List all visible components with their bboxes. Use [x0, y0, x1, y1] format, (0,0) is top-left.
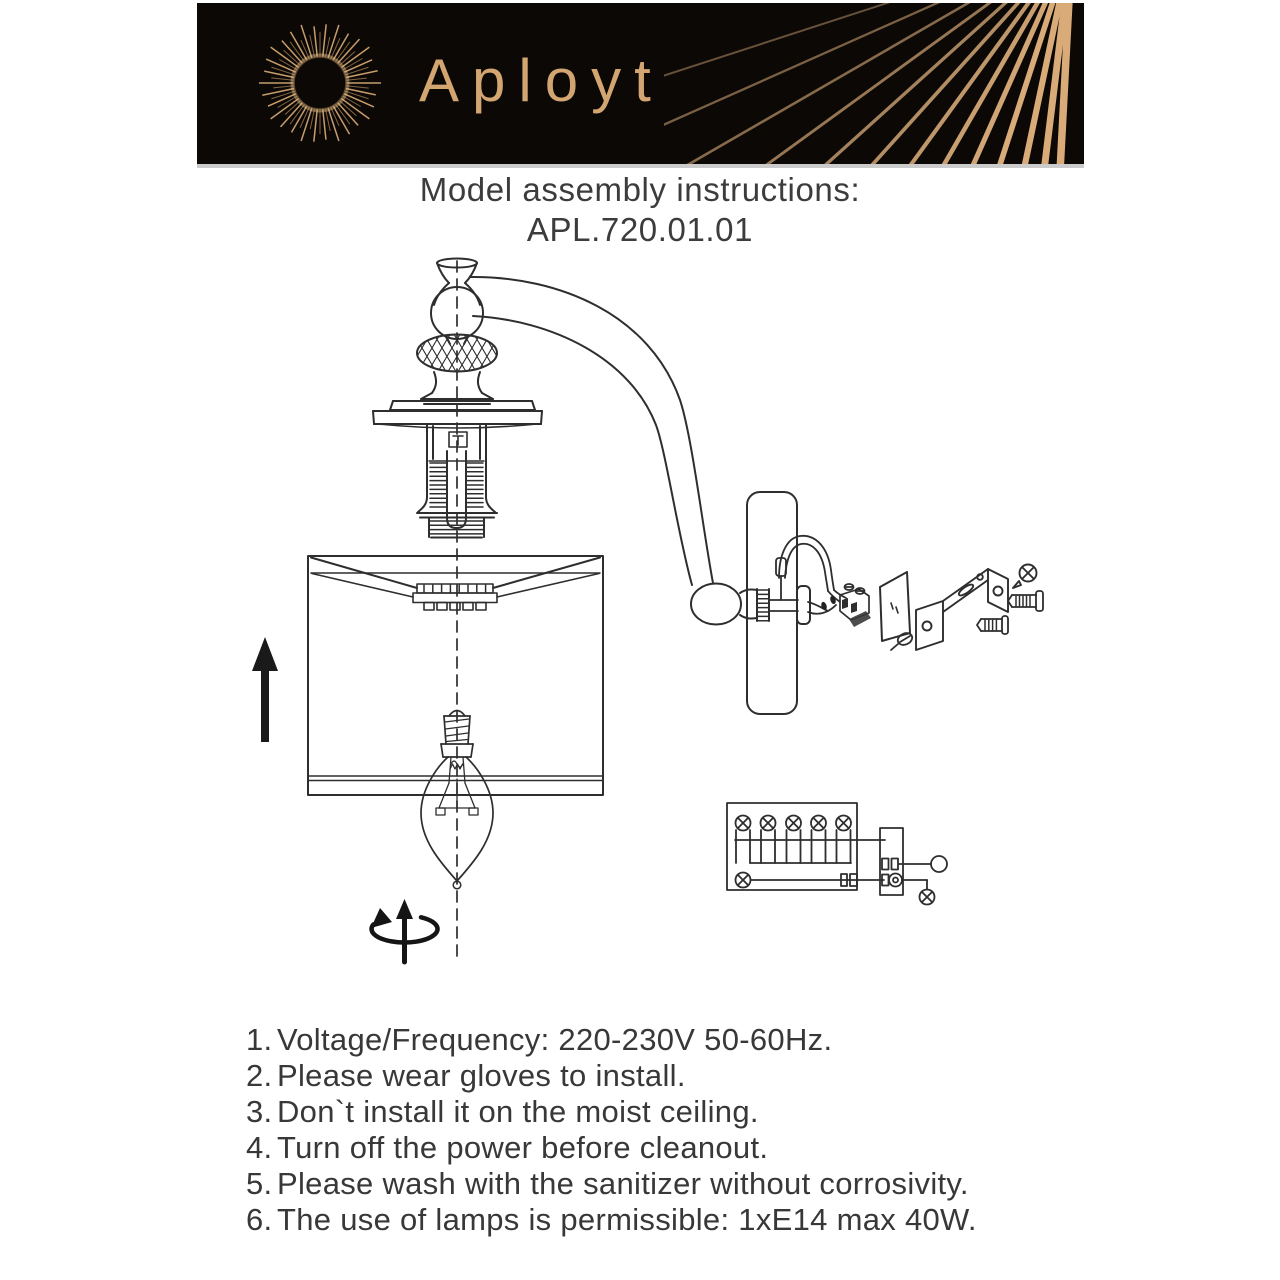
shade-spider-hub [413, 584, 497, 610]
back-plate [880, 572, 910, 641]
title-line-1: Model assembly instructions: [419, 171, 861, 208]
list-item [246, 1022, 1056, 1058]
brand-banner [197, 3, 1084, 164]
list-item [246, 1130, 1056, 1166]
list-item [246, 1094, 1056, 1130]
list-item-number: 5. [246, 1166, 273, 1201]
screw-1 [1008, 591, 1043, 611]
sunburst-logo-icon [245, 5, 395, 161]
assembly-diagram [240, 252, 1060, 972]
screw-head [1013, 565, 1037, 589]
corner-rays-decoration [664, 3, 1084, 164]
rotate-axis-icon [371, 899, 438, 962]
list-item-number: 2. [246, 1058, 273, 1093]
brand-logo-text: Aployt [419, 47, 664, 114]
page-title [0, 170, 1280, 250]
list-item [246, 1166, 1056, 1202]
thread-hatching [424, 463, 1030, 630]
list-item-number: 1. [246, 1022, 273, 1057]
up-arrow-icon [252, 637, 278, 742]
list-item [246, 1202, 1056, 1238]
grommet-screw [891, 631, 914, 650]
model-number: APL.720.01.01 [526, 211, 754, 248]
list-item-text: Don`t install it on the moist ceiling. [277, 1094, 759, 1129]
list-item-number: 4. [246, 1130, 273, 1165]
list-item-number: 3. [246, 1094, 273, 1129]
banner-divider [197, 164, 1084, 168]
wiring-diagram [727, 803, 947, 905]
list-item-text: Please wear gloves to install. [277, 1058, 686, 1093]
list-item-number: 6. [246, 1202, 273, 1237]
curved-arm [470, 277, 713, 585]
list-item-text: Voltage/Frequency: 220-230V 50-60Hz. [277, 1022, 833, 1057]
list-item-text: The use of lamps is permissible: 1xE14 max 40W. [277, 1202, 977, 1237]
mounting-stud [757, 586, 810, 624]
wall-bracket [916, 569, 1008, 650]
list-item [246, 1058, 1056, 1094]
lampshade [308, 556, 603, 795]
list-item-text: Turn off the power before cleanout. [277, 1130, 769, 1165]
wall-plate [747, 492, 797, 714]
list-item-text: Please wash with the sanitizer without corrosivity. [277, 1166, 969, 1201]
instruction-list [246, 1022, 1056, 1238]
